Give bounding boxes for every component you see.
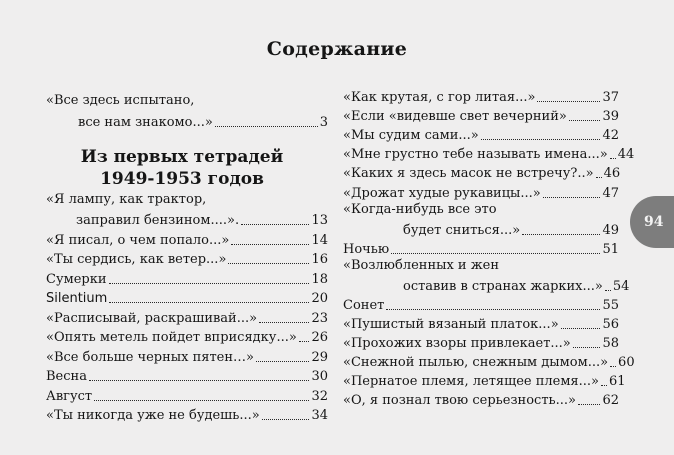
entry-title: «Как крутая, с гор литая...» [343,90,536,106]
entry-page: 13 [311,213,328,228]
entry-line1: «Все здесь испытано, [46,93,195,108]
entry-page: 62 [602,393,619,409]
entry-title: «О, я познал твою серьезность...» [343,393,576,409]
toc-entry [343,390,619,409]
entry-page: 18 [311,271,328,287]
toc-entry [46,229,328,249]
entry-title: Ночью [343,241,390,257]
entry-page: 54 [612,278,630,294]
entry-page: 3 [319,114,328,130]
toc-entry [343,314,619,333]
entry-page: 34 [311,408,328,423]
entry-title: «Все больше черных пятен…» [46,349,254,365]
toc-entry [46,327,328,347]
leader-dots [231,244,309,245]
leader-dots [578,404,601,405]
entry-page: 51 [602,241,619,257]
entry-page: 42 [602,128,619,144]
entry-title: Silentium [46,291,108,306]
entry-page: 23 [311,310,328,326]
section-heading [46,146,328,190]
entry-title: «Мы судим сами...» [343,128,479,144]
entry-title: «Прохожих взоры привлекает...» [343,336,571,352]
entry-title: «Опять метель пойдет вприсядку...» [46,330,297,345]
toc-right-column [343,87,635,409]
leader-dots [299,341,310,342]
entry-page: 16 [311,252,328,267]
leader-dots [601,385,607,386]
section-heading-line2: 1949-1953 годов [100,168,264,189]
toc-left-column [46,93,328,424]
entry-line1: «Возлюбленных и жен [343,257,500,273]
entry-title: Весна [46,369,87,384]
entry-page: 47 [602,185,619,201]
entry-title: «Ты сердись, как ветер...» [46,252,227,267]
toc-entry [343,371,626,390]
page-title: Содержание [266,38,408,60]
entry-page: 39 [602,109,619,125]
toc-entry [343,202,619,239]
entry-page: 26 [311,330,328,345]
leader-dots [215,126,318,127]
leader-dots [109,283,310,284]
leader-dots [561,328,601,329]
leader-dots [610,366,616,367]
entry-line2: оставив в странах жарких...» [403,278,603,294]
toc-entry [46,346,328,366]
entry-title: «Расписывай, раскрашивай...» [46,310,258,326]
entry-page: 58 [602,336,619,352]
toc-entry [343,163,619,182]
leader-dots [262,419,310,420]
entry-title: «Мне грустно тебе называть имена...» [343,147,608,163]
entry-title: «Я писал, о чем попало...» [46,232,230,248]
entry-line1: «Когда-нибудь все это [343,201,497,217]
entry-page: 20 [311,291,328,306]
entry-title: «Снежной пылью, снежным дымом...» [343,355,609,371]
toc-entry [343,352,635,371]
toc-entry [46,366,328,386]
page-number: 94 [644,214,664,230]
entry-page: 55 [602,297,619,313]
entry-line2: будет сниться...» [403,222,521,238]
entry-page: 56 [602,317,619,333]
leader-dots [573,347,601,348]
entry-line2: заправил бензином....». [76,213,240,228]
leader-dots [537,101,600,102]
entry-page: 37 [602,90,619,106]
toc-entry [46,288,328,308]
toc-entry [343,239,619,258]
leader-dots [522,234,600,235]
leader-dots [610,158,616,159]
page-number-tab [630,196,674,248]
toc-entry [343,333,619,352]
leader-dots [109,302,309,303]
entry-title: «Ты никогда уже не будешь...» [46,408,260,423]
toc-entry [46,268,328,288]
entry-line2: все нам знакомо...» [78,114,213,130]
entry-title: «Пушистый вязаный платок...» [343,317,559,333]
leader-dots [241,224,309,225]
entry-page: 46 [603,166,621,182]
toc-entry [343,87,619,106]
entry-page: 29 [311,349,328,365]
entry-title: «Каких я здесь масок не встречу?..» [343,166,594,182]
toc-entry [343,106,619,125]
toc-entry [46,307,328,327]
leader-dots [256,361,309,362]
leader-dots [89,380,310,381]
leader-dots [391,253,600,254]
leader-dots [259,322,309,323]
toc-entry [343,125,619,144]
toc-entry-intro [46,93,328,131]
entry-page: 49 [602,222,619,238]
entry-page: 44 [617,147,635,163]
entry-line1: «Я лампу, как трактор, [46,191,207,207]
entry-title: «Дрожат худые рукавицы...» [343,185,541,201]
toc-entry [46,385,328,405]
toc-entry [46,405,328,425]
leader-dots [481,139,601,140]
entry-page: 32 [311,388,328,404]
entry-page: 60 [618,355,635,371]
toc-entry [343,144,635,163]
entry-title: «Пернатое племя, летящее племя...» [343,374,599,390]
toc-entry [46,249,328,269]
entry-page: 30 [311,369,328,384]
section-heading-line1: Из первых тетрадей [80,146,284,167]
entry-title: Сумерки [46,271,107,287]
leader-dots [228,263,309,264]
leader-dots [605,290,611,291]
entry-title: «Если «видевше свет вечерний» [343,109,567,125]
toc-entry [343,295,619,314]
leader-dots [94,400,309,401]
entry-title: Август [46,388,93,404]
entry-title: Сонет [343,297,385,313]
leader-dots [386,309,600,310]
toc-entry [46,192,328,230]
entry-page: 14 [311,232,328,248]
leader-dots [569,120,601,121]
leader-dots [596,177,602,178]
toc-entry [343,182,619,201]
entry-page: 61 [609,374,626,390]
toc-entry [343,257,630,295]
leader-dots [543,197,601,198]
